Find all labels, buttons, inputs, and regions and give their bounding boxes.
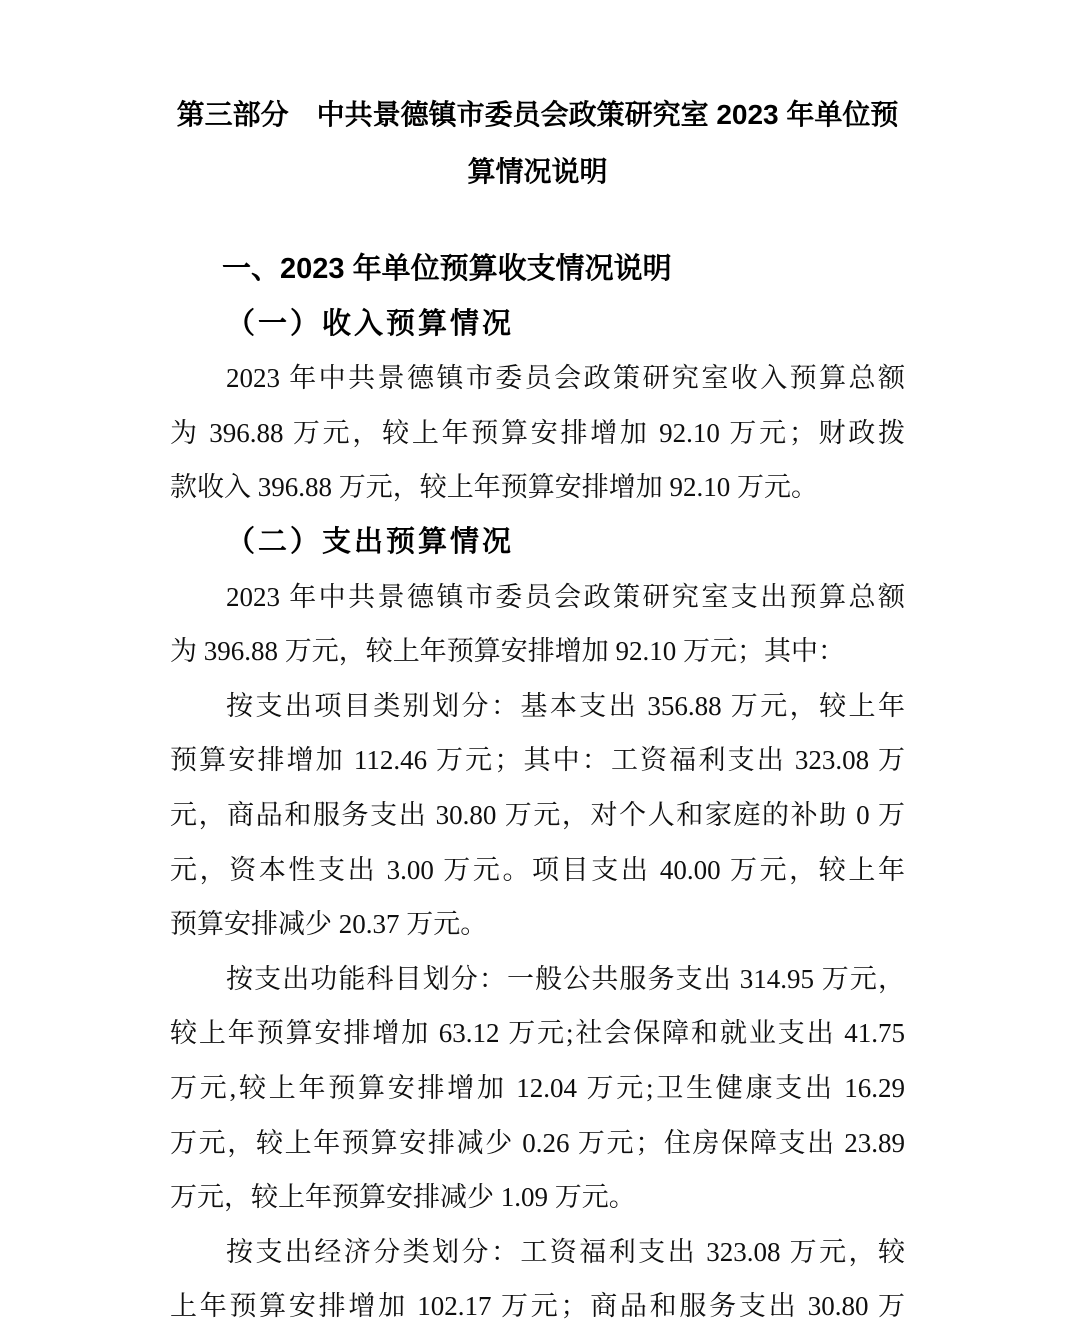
expenditure-by-economic-line: 按支出经济分类划分：工资福利支出 323.08 万元，较 <box>226 1236 905 1267</box>
subsection-heading-income: （一）收入预算情况 <box>226 307 515 340</box>
expenditure-by-project-line: 预算安排减少 20.37 万元。 <box>170 909 488 940</box>
title-line-1: 第三部分 中共景德镇市委员会政策研究室 2023 年单位预 <box>176 99 899 130</box>
document-title <box>170 0 905 200</box>
expenditure-by-function-line: 万元，较上年预算安排减少 1.09 万元。 <box>170 1182 636 1213</box>
expenditure-total-line: 2023 年中共景德镇市委员会政策研究室支出预算总额 <box>226 581 905 612</box>
expenditure-by-project-line: 预算安排增加 112.46 万元；其中：工资福利支出 323.08 万 <box>170 745 905 776</box>
income-paragraph-line: 2023 年中共景德镇市委员会政策研究室收入预算总额 <box>226 363 905 394</box>
expenditure-by-function-line: 按支出功能科目划分：一般公共服务支出 314.95 万元， <box>226 963 905 994</box>
expenditure-by-function-line: 万元，较上年预算安排减少 0.26 万元；住房保障支出 23.89 <box>170 1127 905 1158</box>
expenditure-by-function-line: 万元,较上年预算安排增加 12.04 万元;卫生健康支出 16.29 <box>170 1072 905 1103</box>
expenditure-by-function-line: 较上年预算安排增加 63.12 万元;社会保障和就业支出 41.75 <box>170 1018 905 1049</box>
income-paragraph-line: 为 396.88 万元，较上年预算安排增加 92.10 万元；财政拨 <box>170 417 905 448</box>
expenditure-total-line: 为 396.88 万元，较上年预算安排增加 92.10 万元；其中： <box>170 636 845 667</box>
subsection-heading-expenditure: （二）支出预算情况 <box>226 525 515 558</box>
expenditure-by-project-line: 元，商品和服务支出 30.80 万元，对个人和家庭的补助 0 万 <box>170 799 905 830</box>
title-line-2: 算情况说明 <box>467 156 608 187</box>
expenditure-by-project-line: 元，资本性支出 3.00 万元。项目支出 40.00 万元，较上年 <box>170 854 905 885</box>
expenditure-by-economic-line: 上年预算安排增加 102.17 万元；商品和服务支出 30.80 万 <box>170 1291 905 1322</box>
section-heading: 一、2023 年单位预算收支情况说明 <box>222 253 672 285</box>
income-paragraph-line: 款收入 396.88 万元，较上年预算安排增加 92.10 万元。 <box>170 472 818 503</box>
expenditure-by-project-line: 按支出项目类别划分：基本支出 356.88 万元，较上年 <box>226 690 905 721</box>
